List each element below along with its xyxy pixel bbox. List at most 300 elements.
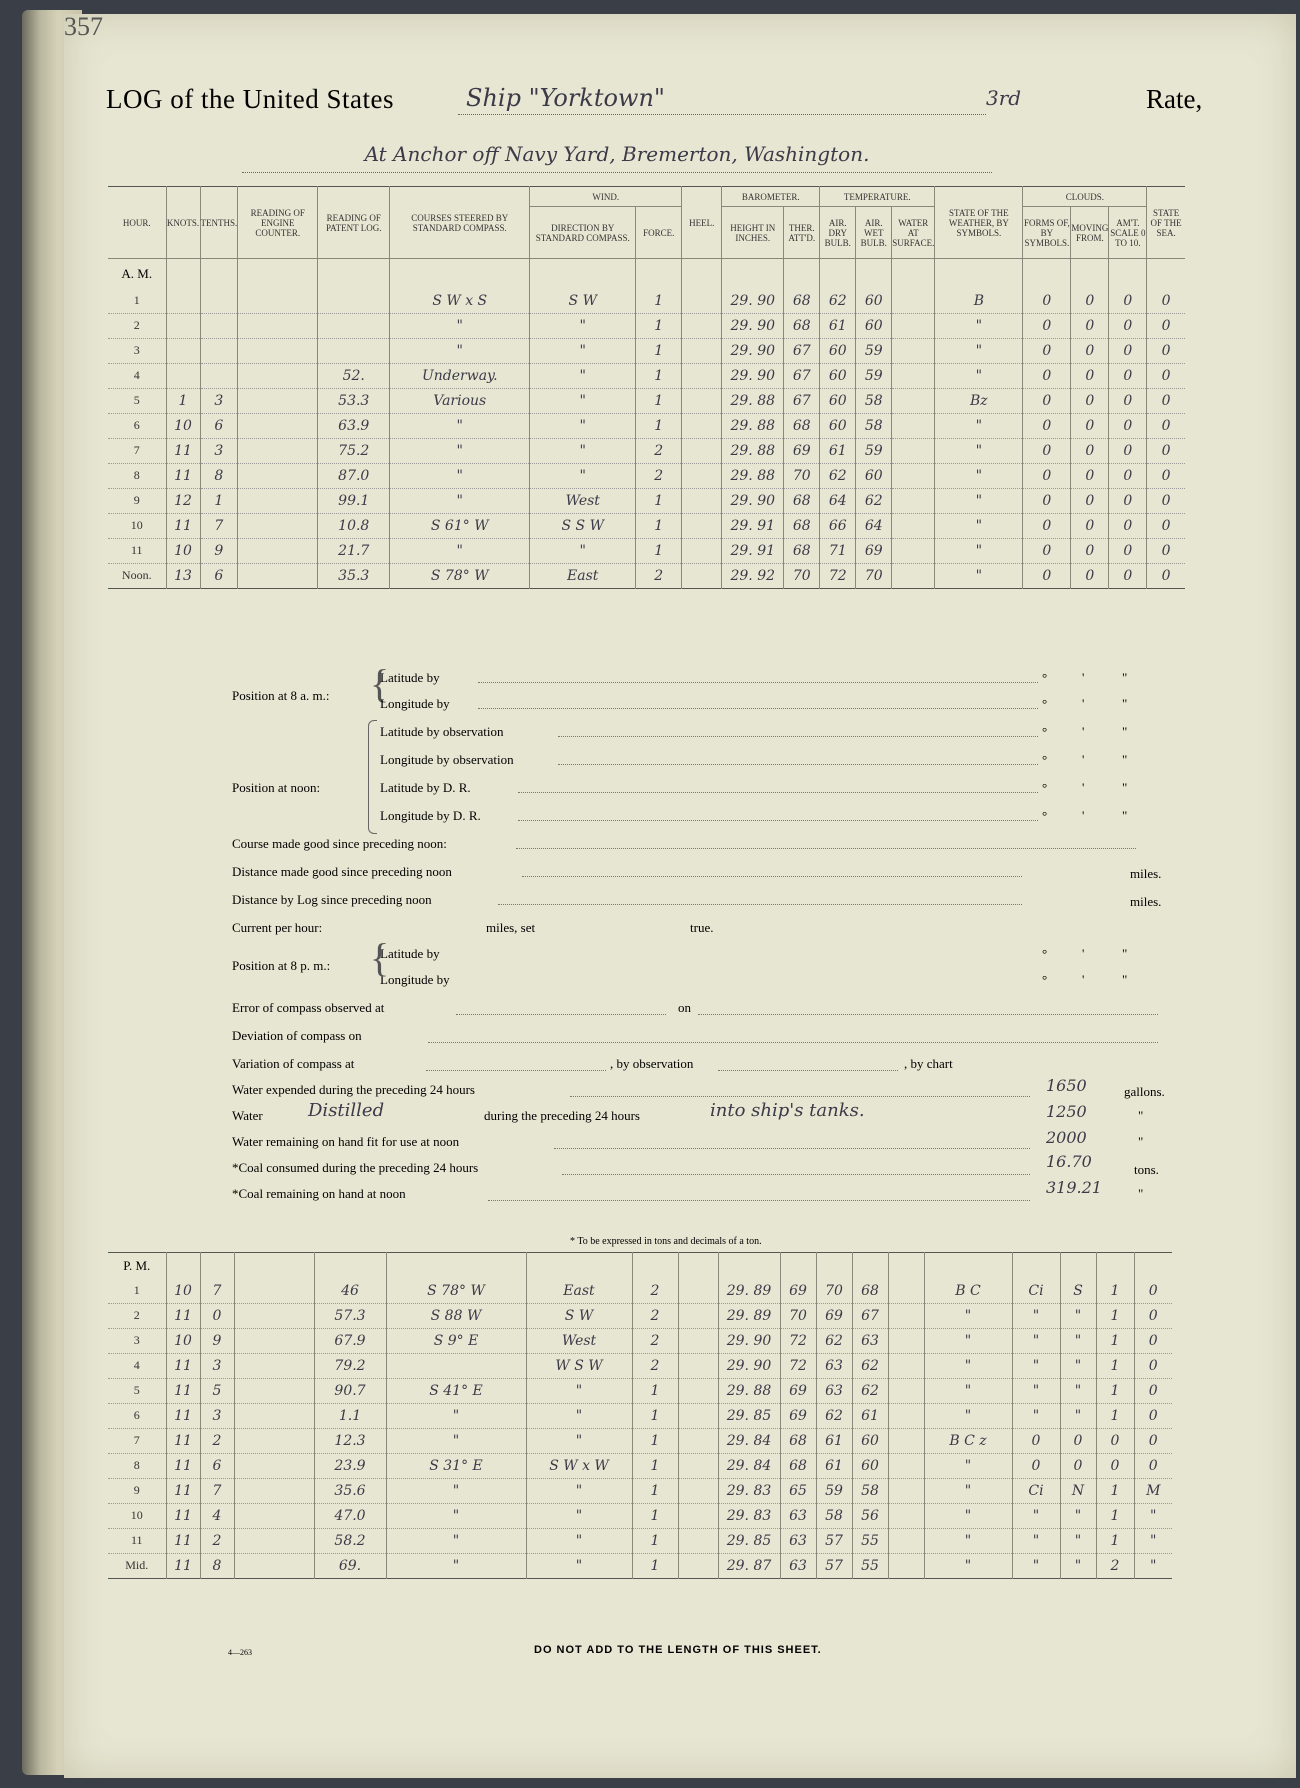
cell-course: " bbox=[390, 313, 530, 338]
cell-amt: 0 bbox=[1109, 488, 1147, 513]
deg-mark: ° bbox=[1042, 696, 1048, 711]
cell-tenths: 1 bbox=[200, 488, 238, 513]
cell-ther: 70 bbox=[784, 463, 820, 488]
cell-amt: 0 bbox=[1109, 538, 1147, 563]
cell-weather: " bbox=[924, 1328, 1012, 1353]
cell-engine bbox=[238, 388, 318, 413]
cell-ther: 63 bbox=[780, 1503, 816, 1528]
cell-course: S 31° E bbox=[386, 1453, 526, 1478]
pm-log-row bbox=[108, 1279, 1172, 1304]
cell-course: " bbox=[386, 1403, 526, 1428]
cell-hour: 11 bbox=[108, 538, 166, 563]
deg-mark: ° bbox=[1042, 752, 1048, 767]
cell-hour: 2 bbox=[108, 313, 166, 338]
cell-knots: 11 bbox=[166, 1303, 200, 1328]
cell-course: S 88 W bbox=[386, 1303, 526, 1328]
cell-wet: 62 bbox=[856, 488, 892, 513]
cell-course: " bbox=[390, 463, 530, 488]
cell-wdir: " bbox=[530, 463, 636, 488]
cell-heel bbox=[682, 289, 722, 314]
cell-wdir: " bbox=[526, 1378, 632, 1403]
cell-wet: 67 bbox=[852, 1303, 888, 1328]
cell-heel bbox=[682, 463, 722, 488]
pos-8am-label: Position at 8 a. m.: bbox=[232, 688, 330, 703]
cell-dry: 63 bbox=[816, 1353, 852, 1378]
cell-water bbox=[888, 1503, 924, 1528]
pm-log-row bbox=[108, 1503, 1172, 1528]
cell-dry: 61 bbox=[820, 438, 856, 463]
sec-mark: " bbox=[1122, 808, 1128, 823]
cell-engine bbox=[234, 1478, 314, 1503]
cell-heel bbox=[678, 1353, 718, 1378]
cell-engine bbox=[234, 1378, 314, 1403]
pm-log-row bbox=[108, 1428, 1172, 1453]
cell-ther: 67 bbox=[784, 338, 820, 363]
cell-wet: 60 bbox=[856, 463, 892, 488]
cell-knots: 11 bbox=[166, 1553, 200, 1578]
sec-mark: " bbox=[1122, 724, 1128, 739]
lon-dr-label: Longitude by D. R. bbox=[380, 808, 481, 823]
pos-8pm-label: Position at 8 p. m.: bbox=[232, 958, 331, 973]
cell-tenths bbox=[200, 313, 238, 338]
water-remaining-label: Water remaining on hand fit for use at noon bbox=[232, 1134, 460, 1149]
cell-patent: 46 bbox=[314, 1279, 386, 1304]
col-wind-direction: DIRECTION BY STANDARD COMPASS. bbox=[530, 207, 636, 259]
cell-knots: 10 bbox=[166, 1328, 200, 1353]
col-air-wet: AIR. WET BULB. bbox=[856, 207, 892, 259]
cell-sea: 0 bbox=[1147, 289, 1185, 314]
cell-amt: 1 bbox=[1096, 1328, 1134, 1353]
cell-force: 1 bbox=[636, 388, 682, 413]
cell-wdir: " bbox=[530, 538, 636, 563]
water-remaining-value: 2000 bbox=[1046, 1128, 1087, 1147]
cell-dry: 59 bbox=[816, 1478, 852, 1503]
cell-amt: 1 bbox=[1096, 1403, 1134, 1428]
current-label: Current per hour: bbox=[232, 920, 323, 935]
cell-tenths: 6 bbox=[200, 413, 238, 438]
cell-weather: Bz bbox=[935, 388, 1023, 413]
cell-knots: 11 bbox=[166, 463, 200, 488]
cell-engine bbox=[238, 513, 318, 538]
cell-amt: 2 bbox=[1096, 1553, 1134, 1578]
cell-amt: 0 bbox=[1109, 513, 1147, 538]
cell-tenths: 0 bbox=[200, 1303, 234, 1328]
cell-hour: Mid. bbox=[108, 1553, 166, 1578]
cell-engine bbox=[238, 488, 318, 513]
cell-weather: B bbox=[935, 289, 1023, 314]
cell-weather: " bbox=[935, 463, 1023, 488]
cell-water bbox=[888, 1403, 924, 1428]
cell-engine bbox=[238, 463, 318, 488]
cell-weather: " bbox=[935, 413, 1023, 438]
cell-ther: 69 bbox=[780, 1403, 816, 1428]
log-title-row bbox=[106, 84, 1256, 124]
cell-course: S 78° W bbox=[386, 1279, 526, 1304]
cell-sea: 0 bbox=[1134, 1279, 1172, 1304]
deg-mark: ° bbox=[1042, 808, 1048, 823]
cell-force: 2 bbox=[636, 563, 682, 588]
brace-8pm: { bbox=[370, 935, 390, 980]
cell-forms: 0 bbox=[1023, 338, 1071, 363]
cell-knots: 11 bbox=[166, 1428, 200, 1453]
cell-wdir: " bbox=[530, 363, 636, 388]
cell-course: " bbox=[390, 413, 530, 438]
cell-course: S 78° W bbox=[390, 563, 530, 588]
location-line: At Anchor off Navy Yard, Bremerton, Washington. bbox=[242, 142, 992, 173]
cell-engine bbox=[234, 1279, 314, 1304]
col-cloud-amount: AM'T. SCALE 0 TO 10. bbox=[1109, 207, 1147, 259]
cell-tenths: 3 bbox=[200, 1353, 234, 1378]
cell-knots: 11 bbox=[166, 1453, 200, 1478]
cell-water bbox=[888, 1428, 924, 1453]
cell-weather: " bbox=[935, 438, 1023, 463]
cell-tenths bbox=[200, 289, 238, 314]
cell-wdir: S S W bbox=[530, 513, 636, 538]
col-temperature: TEMPERATURE. bbox=[820, 187, 935, 207]
col-air-dry: AIR. DRY BULB. bbox=[820, 207, 856, 259]
cell-water bbox=[892, 313, 935, 338]
cell-knots bbox=[166, 313, 200, 338]
cell-heel bbox=[678, 1328, 718, 1353]
leader-line bbox=[488, 1200, 1030, 1201]
min-mark: ' bbox=[1082, 696, 1085, 711]
cell-wdir: " bbox=[526, 1528, 632, 1553]
col-courses: COURSES STEERED BY STANDARD COMPASS. bbox=[390, 187, 530, 259]
cell-sea: 0 bbox=[1147, 413, 1185, 438]
cell-force: 1 bbox=[632, 1503, 678, 1528]
cell-baro: 29. 88 bbox=[718, 1378, 780, 1403]
cell-weather: " bbox=[935, 338, 1023, 363]
cell-dry: 72 bbox=[820, 563, 856, 588]
cell-course: S 9° E bbox=[386, 1328, 526, 1353]
cell-wdir: " bbox=[526, 1553, 632, 1578]
cell-forms: 0 bbox=[1023, 538, 1071, 563]
cell-weather: " bbox=[935, 563, 1023, 588]
form-number: 4—263 bbox=[228, 1648, 252, 1657]
cell-knots: 11 bbox=[166, 1403, 200, 1428]
cell-knots: 11 bbox=[166, 1528, 200, 1553]
cell-heel bbox=[682, 563, 722, 588]
cell-moving: 0 bbox=[1071, 538, 1109, 563]
cell-force: 2 bbox=[632, 1328, 678, 1353]
cell-tenths: 3 bbox=[200, 388, 238, 413]
am-log-row bbox=[108, 338, 1185, 363]
cell-moving: 0 bbox=[1071, 438, 1109, 463]
min-mark: ' bbox=[1082, 752, 1085, 767]
cell-forms: 0 bbox=[1023, 413, 1071, 438]
cell-force: 1 bbox=[632, 1378, 678, 1403]
cell-course: Various bbox=[390, 388, 530, 413]
cell-weather: B C bbox=[924, 1279, 1012, 1304]
cell-engine bbox=[234, 1553, 314, 1578]
cell-weather: " bbox=[935, 313, 1023, 338]
cell-tenths: 8 bbox=[200, 463, 238, 488]
pm-log-row bbox=[108, 1528, 1172, 1553]
true-label: true. bbox=[690, 920, 714, 935]
cell-force: 2 bbox=[632, 1279, 678, 1304]
cell-amt: 1 bbox=[1096, 1528, 1134, 1553]
cell-sea: 0 bbox=[1147, 463, 1185, 488]
cell-engine bbox=[234, 1453, 314, 1478]
coal-footnote: * To be expressed in tons and decimals of a ton. bbox=[570, 1236, 762, 1247]
cell-weather: " bbox=[924, 1453, 1012, 1478]
cell-weather: " bbox=[924, 1528, 1012, 1553]
deg-mark: ° bbox=[1042, 972, 1048, 987]
am-label: A. M. bbox=[121, 265, 153, 281]
water-label: Water bbox=[232, 1108, 263, 1123]
cell-patent bbox=[318, 313, 390, 338]
cell-wdir: " bbox=[526, 1428, 632, 1453]
cell-wdir: West bbox=[526, 1328, 632, 1353]
cell-engine bbox=[234, 1303, 314, 1328]
col-baro-height: HEIGHT IN INCHES. bbox=[722, 207, 784, 259]
cell-weather: " bbox=[935, 488, 1023, 513]
cell-forms: " bbox=[1012, 1378, 1060, 1403]
water-kind: Distilled bbox=[308, 1100, 385, 1121]
cell-sea: 0 bbox=[1147, 363, 1185, 388]
cell-ther: 68 bbox=[784, 513, 820, 538]
leader-line bbox=[456, 1014, 666, 1015]
cell-water bbox=[892, 513, 935, 538]
cell-tenths: 8 bbox=[200, 1553, 234, 1578]
cell-ther: 69 bbox=[780, 1279, 816, 1304]
cell-wdir: " bbox=[526, 1478, 632, 1503]
pm-log-row bbox=[108, 1353, 1172, 1378]
cell-wet: 60 bbox=[852, 1453, 888, 1478]
cell-forms: 0 bbox=[1023, 513, 1071, 538]
cell-wet: 62 bbox=[852, 1353, 888, 1378]
cell-engine bbox=[234, 1403, 314, 1428]
cell-heel bbox=[678, 1453, 718, 1478]
cell-weather: " bbox=[924, 1478, 1012, 1503]
min-mark: ' bbox=[1082, 670, 1085, 685]
cell-moving: " bbox=[1060, 1553, 1096, 1578]
cell-moving: " bbox=[1060, 1528, 1096, 1553]
cell-course: S 61° W bbox=[390, 513, 530, 538]
cell-baro: 29. 92 bbox=[722, 563, 784, 588]
cell-moving: 0 bbox=[1071, 513, 1109, 538]
by-observation-label: , by observation bbox=[610, 1056, 694, 1071]
cell-ther: 68 bbox=[784, 313, 820, 338]
cell-forms: " bbox=[1012, 1328, 1060, 1353]
sheet-footer: DO NOT ADD TO THE LENGTH OF THIS SHEET. bbox=[534, 1644, 822, 1656]
am-log-row bbox=[108, 363, 1185, 388]
cell-heel bbox=[678, 1279, 718, 1304]
cell-moving: " bbox=[1060, 1403, 1096, 1428]
water-expended-value: 1650 bbox=[1046, 1076, 1087, 1095]
cell-sea: " bbox=[1134, 1553, 1172, 1578]
cell-water bbox=[892, 338, 935, 363]
cell-baro: 29. 91 bbox=[722, 513, 784, 538]
cell-weather: " bbox=[935, 538, 1023, 563]
cell-ther: 68 bbox=[784, 413, 820, 438]
cell-hour: 1 bbox=[108, 1279, 166, 1304]
cell-wet: 63 bbox=[852, 1328, 888, 1353]
cell-course: " bbox=[390, 338, 530, 363]
leader-line bbox=[698, 1014, 1158, 1015]
pm-log-row bbox=[108, 1328, 1172, 1353]
cell-weather: " bbox=[935, 363, 1023, 388]
cell-dry: 60 bbox=[820, 388, 856, 413]
leader-line bbox=[558, 736, 1038, 737]
cell-forms: 0 bbox=[1012, 1453, 1060, 1478]
cell-baro: 29. 89 bbox=[718, 1279, 780, 1304]
cell-amt: 1 bbox=[1096, 1503, 1134, 1528]
cell-sea: " bbox=[1134, 1528, 1172, 1553]
coal-remaining-value: 319.21 bbox=[1046, 1178, 1102, 1197]
cell-dry: 60 bbox=[820, 338, 856, 363]
pm-log-row bbox=[108, 1403, 1172, 1428]
min-mark: ' bbox=[1082, 972, 1085, 987]
cell-sea: 0 bbox=[1134, 1403, 1172, 1428]
cell-patent: 35.3 bbox=[318, 563, 390, 588]
cell-water bbox=[888, 1528, 924, 1553]
cell-baro: 29. 84 bbox=[718, 1453, 780, 1478]
cell-force: 1 bbox=[632, 1453, 678, 1478]
cell-hour: 6 bbox=[108, 413, 166, 438]
course-made-label: Course made good since preceding noon: bbox=[232, 836, 447, 851]
cell-moving: 0 bbox=[1071, 313, 1109, 338]
cell-forms: 0 bbox=[1023, 563, 1071, 588]
cell-knots: 11 bbox=[166, 1503, 200, 1528]
sec-mark: " bbox=[1122, 946, 1128, 961]
cell-baro: 29. 90 bbox=[722, 338, 784, 363]
miles-label-2: miles. bbox=[1130, 894, 1162, 909]
cell-dry: 71 bbox=[820, 538, 856, 563]
cell-tenths bbox=[200, 363, 238, 388]
cell-heel bbox=[678, 1303, 718, 1328]
cell-force: 1 bbox=[632, 1528, 678, 1553]
tons-label: tons. bbox=[1134, 1162, 1159, 1177]
cell-dry: 63 bbox=[816, 1378, 852, 1403]
cell-moving: 0 bbox=[1071, 338, 1109, 363]
am-log-row bbox=[108, 289, 1185, 314]
cell-wdir: S W x W bbox=[526, 1453, 632, 1478]
cell-engine bbox=[238, 563, 318, 588]
deviation-label: Deviation of compass on bbox=[232, 1028, 362, 1043]
cell-wet: 59 bbox=[856, 338, 892, 363]
lon-by-8am: Longitude by bbox=[380, 696, 450, 711]
cell-patent: 1.1 bbox=[314, 1403, 386, 1428]
cell-dry: 60 bbox=[820, 363, 856, 388]
cell-ther: 67 bbox=[784, 363, 820, 388]
cell-moving: 0 bbox=[1071, 363, 1109, 388]
cell-weather: " bbox=[924, 1353, 1012, 1378]
leader-line bbox=[522, 876, 1022, 877]
leader-line bbox=[554, 1148, 1030, 1149]
cell-knots: 12 bbox=[166, 488, 200, 513]
cell-heel bbox=[682, 438, 722, 463]
cell-water bbox=[892, 488, 935, 513]
cell-baro: 29. 88 bbox=[722, 463, 784, 488]
distance-log-label: Distance by Log since preceding noon bbox=[232, 892, 432, 907]
cell-ther: 72 bbox=[780, 1353, 816, 1378]
cell-force: 1 bbox=[632, 1478, 678, 1503]
cell-moving: N bbox=[1060, 1478, 1096, 1503]
cell-baro: 29. 85 bbox=[718, 1403, 780, 1428]
cell-ther: 70 bbox=[780, 1303, 816, 1328]
cell-water bbox=[892, 388, 935, 413]
cell-course: " bbox=[386, 1478, 526, 1503]
cell-wet: 59 bbox=[856, 438, 892, 463]
cell-forms: Ci bbox=[1012, 1279, 1060, 1304]
col-engine-counter: READING OF ENGINE COUNTER. bbox=[238, 187, 318, 259]
cell-moving: 0 bbox=[1071, 289, 1109, 314]
cell-heel bbox=[678, 1528, 718, 1553]
am-log-row bbox=[108, 313, 1185, 338]
cell-sea: 0 bbox=[1147, 488, 1185, 513]
miles-set-label: miles, set bbox=[486, 920, 536, 935]
cell-sea: 0 bbox=[1147, 313, 1185, 338]
cell-baro: 29. 90 bbox=[722, 488, 784, 513]
cell-sea: 0 bbox=[1147, 438, 1185, 463]
col-heel: HEEL. bbox=[682, 187, 722, 259]
cell-baro: 29. 83 bbox=[718, 1503, 780, 1528]
water-destination: into ship's tanks. bbox=[710, 1100, 865, 1121]
cell-forms: " bbox=[1012, 1553, 1060, 1578]
cell-wet: 68 bbox=[852, 1279, 888, 1304]
sec-mark: " bbox=[1122, 752, 1128, 767]
cell-heel bbox=[682, 538, 722, 563]
cell-force: 1 bbox=[636, 513, 682, 538]
cell-heel bbox=[682, 413, 722, 438]
cell-moving: " bbox=[1060, 1303, 1096, 1328]
cell-patent: 79.2 bbox=[314, 1353, 386, 1378]
cell-wdir: West bbox=[530, 488, 636, 513]
ship-name: Ship "Yorktown" bbox=[458, 84, 986, 115]
col-sea: STATE OF THE SEA. bbox=[1147, 187, 1185, 259]
cell-hour: 4 bbox=[108, 363, 166, 388]
cell-amt: 0 bbox=[1109, 388, 1147, 413]
cell-dry: 57 bbox=[816, 1553, 852, 1578]
cell-moving: 0 bbox=[1071, 488, 1109, 513]
cell-baro: 29. 89 bbox=[718, 1303, 780, 1328]
cell-sea: 0 bbox=[1134, 1303, 1172, 1328]
cell-heel bbox=[678, 1503, 718, 1528]
cell-wdir: S W bbox=[530, 289, 636, 314]
am-log-row bbox=[108, 438, 1185, 463]
cell-forms: " bbox=[1012, 1528, 1060, 1553]
cell-engine bbox=[238, 538, 318, 563]
cell-weather: " bbox=[924, 1503, 1012, 1528]
cell-knots: 11 bbox=[166, 1353, 200, 1378]
cell-sea: M bbox=[1134, 1478, 1172, 1503]
gallons-label: gallons. bbox=[1124, 1084, 1165, 1099]
pos-noon-label: Position at noon: bbox=[232, 780, 321, 795]
col-water-temp: WATER AT SURFACE. bbox=[892, 207, 935, 259]
cell-weather: " bbox=[935, 513, 1023, 538]
cell-moving: " bbox=[1060, 1353, 1096, 1378]
sec-mark: " bbox=[1122, 780, 1128, 795]
cell-amt: 0 bbox=[1109, 363, 1147, 388]
cell-course: S 41° E bbox=[386, 1378, 526, 1403]
cell-force: 1 bbox=[636, 413, 682, 438]
cell-course: " bbox=[390, 488, 530, 513]
cell-course: S W x S bbox=[390, 289, 530, 314]
col-tenths: TENTHS. bbox=[200, 187, 238, 259]
cell-hour: 9 bbox=[108, 1478, 166, 1503]
cell-hour: 2 bbox=[108, 1303, 166, 1328]
cell-baro: 29. 88 bbox=[722, 388, 784, 413]
cell-water bbox=[892, 289, 935, 314]
cell-wet: 60 bbox=[852, 1428, 888, 1453]
deg-mark: ° bbox=[1042, 670, 1048, 685]
cell-ther: 67 bbox=[784, 388, 820, 413]
cell-wdir: " bbox=[526, 1403, 632, 1428]
cell-hour: 7 bbox=[108, 438, 166, 463]
cell-wet: 58 bbox=[856, 388, 892, 413]
cell-course: " bbox=[386, 1553, 526, 1578]
